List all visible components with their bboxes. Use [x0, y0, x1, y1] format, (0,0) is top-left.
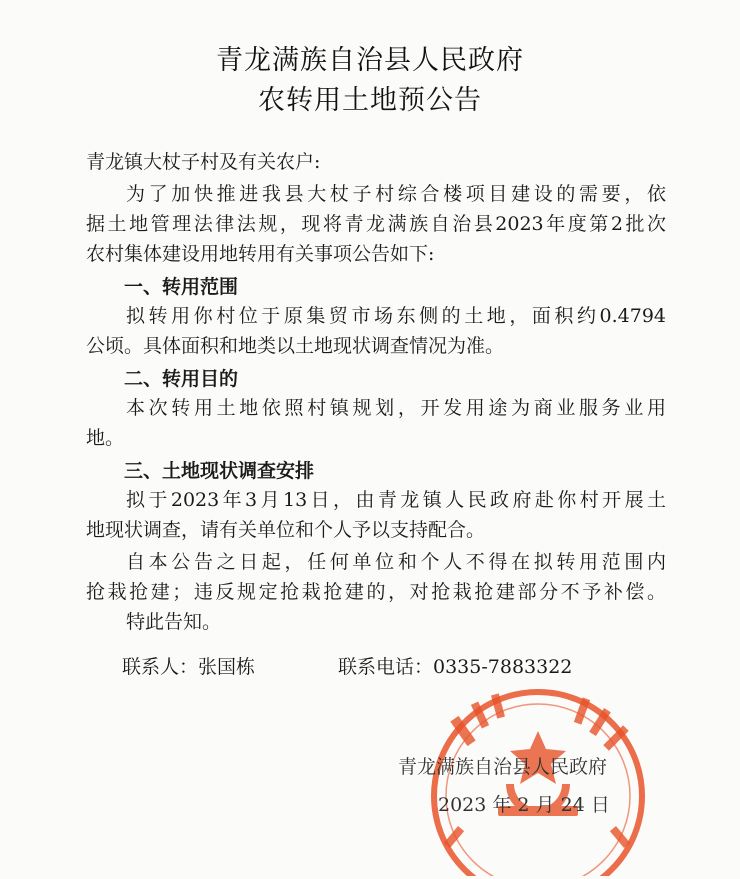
section-purpose-line-2: 地。: [86, 427, 125, 449]
signing-authority: 青龙满族自治县人民政府: [398, 756, 608, 778]
contact-phone: 联系电话：0335-7883322: [338, 656, 573, 678]
notice-line-1: 自本公告之日起，任何单位和个人不得在拟转用范围内: [126, 551, 666, 573]
intro-line-2: 据土地管理法律法规，现将青龙满族自治县2023年度第2批次: [86, 213, 666, 235]
section-heading-purpose: 二、转用目的: [124, 368, 239, 390]
section-survey-line-2: 地现状调查，请有关单位和个人予以支持配合。: [86, 519, 486, 541]
section-scope-line-2: 公顷。具体面积和地类以土地现状调查情况为准。: [86, 335, 505, 357]
section-survey-line-1: 拟于2023年3月13日，由青龙镇人民政府赴你村开展土: [126, 489, 666, 511]
contact-person: 联系人：张国栋: [122, 656, 256, 678]
section-heading-scope: 一、转用范围: [124, 276, 239, 298]
addressee: 青龙镇大杖子村及有关农户:: [86, 151, 321, 173]
section-purpose-line-1: 本次转用土地依照村镇规划，开发用途为商业服务业用: [126, 397, 666, 419]
intro-line-3: 农村集体建设用地转用有关事项公告如下:: [86, 243, 435, 265]
section-scope-line-1: 拟转用你村位于原集贸市场东侧的土地，面积约0.4794: [126, 305, 666, 327]
signing-date: 2023 年 2 月 24 日: [438, 794, 610, 816]
document-title-line2: 农转用土地预公告: [258, 85, 482, 116]
closing-text: 特此告知。: [126, 611, 222, 633]
intro-line-1: 为了加快推进我县大杖子村综合楼项目建设的需要，依: [126, 183, 666, 205]
document-title-line1: 青龙满族自治县人民政府: [216, 45, 524, 76]
section-heading-survey: 三、土地现状调查安排: [124, 460, 315, 482]
notice-line-2: 抢栽抢建；违反规定抢栽抢建的，对抢栽抢建部分不予补偿。: [86, 581, 666, 603]
